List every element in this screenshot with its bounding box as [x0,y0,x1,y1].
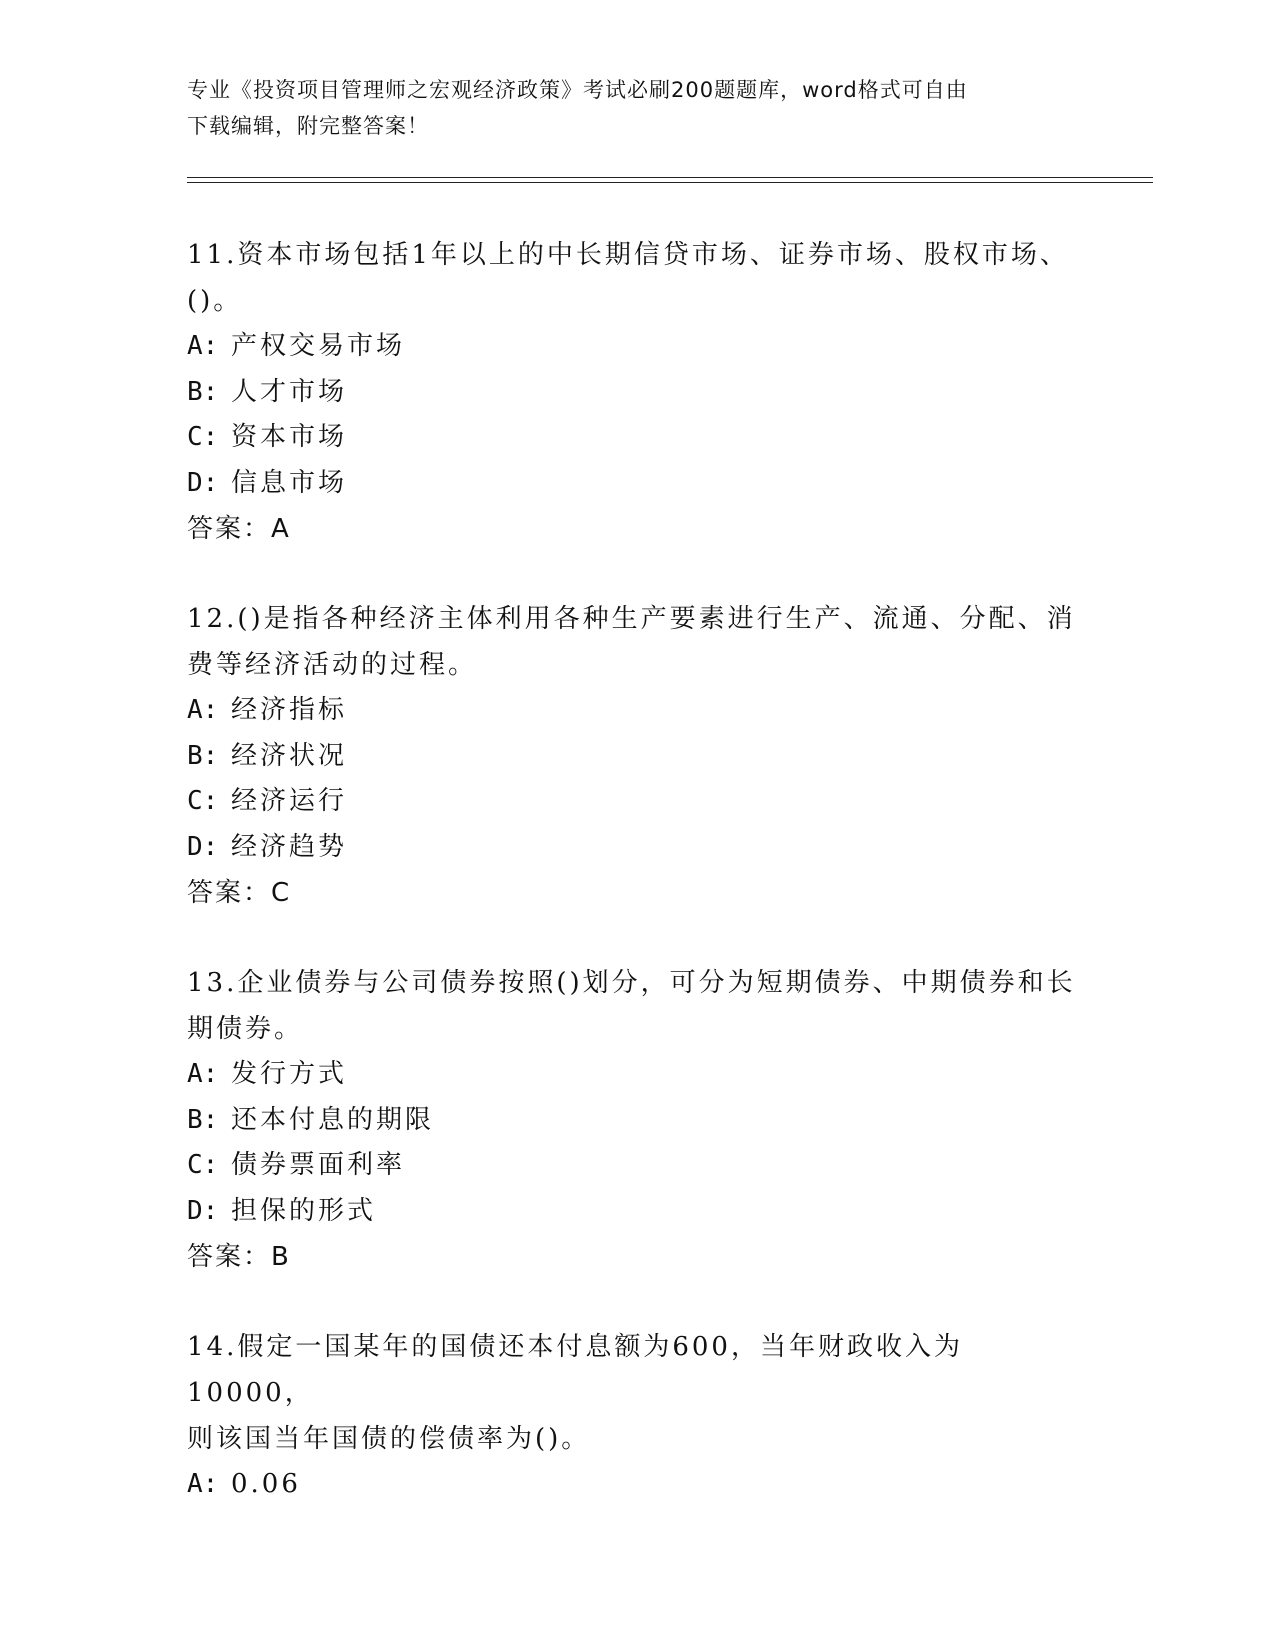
question-text-line: 则该国当年国债的偿债率为()。 [187,1424,591,1454]
option-b [187,734,1087,780]
option-d [187,825,1087,871]
option-a [187,1462,1087,1508]
option-text: 产权交易市场 [231,331,406,361]
option-letter: D: [187,1195,219,1226]
intro-line-1: 专业《投资项目管理师之宏观经济政策》考试必刷200题题库，word格式可自由 [187,78,968,102]
option-letter: B: [187,740,219,771]
answer-line: 答案：C [187,878,292,908]
option-text: 人才市场 [231,376,348,407]
question-13 [187,960,1087,1280]
option-letter: A: [187,1469,219,1499]
option-letter: A: [187,695,219,725]
option-b [187,1098,1087,1144]
option-text: 资本市场 [231,422,348,452]
option-a [187,324,1087,370]
question-list [187,232,1087,1552]
option-letter: D: [187,467,219,498]
option-d [187,1189,1087,1235]
option-letter: D: [187,831,219,862]
option-c [187,779,1087,825]
option-c [187,415,1087,461]
option-letter: A: [187,331,219,361]
question-14 [187,1324,1087,1508]
option-letter: C: [187,786,219,816]
header-divider-bottom [187,182,1153,183]
question-text-line: 费等经济活动的过程。 [187,650,478,680]
option-text: 经济运行 [231,786,348,816]
question-text-line: 11.资本市场包括1年以上的中长期信贷市场、证券市场、股权市场、 [187,240,1069,270]
intro-line-2: 下载编辑，附完整答案！ [187,114,429,138]
question-text-line: 12.()是指各种经济主体利用各种生产要素进行生产、流通、分配、消 [187,604,1076,634]
header-divider-top [187,177,1153,178]
option-letter: C: [187,422,219,452]
question-text-line: 13.企业债券与公司债券按照()划分，可分为短期债券、中期债券和长 [187,968,1076,998]
option-c [187,1143,1087,1189]
option-text: 债券票面利率 [231,1150,406,1180]
option-text: 担保的形式 [231,1195,377,1226]
question-text-line: ()。 [187,286,243,316]
question-11 [187,232,1087,552]
option-text: 还本付息的期限 [231,1104,435,1135]
question-text-line: 14.假定一国某年的国债还本付息额为600，当年财政收入为10000， [187,1332,963,1408]
option-text: 发行方式 [231,1059,348,1089]
question-text [187,596,1087,688]
option-letter: A: [187,1059,219,1089]
option-letter: B: [187,1104,219,1135]
option-letter: C: [187,1150,219,1180]
question-text [187,960,1087,1052]
option-d [187,461,1087,507]
intro-text [187,72,1067,144]
question-12 [187,596,1087,916]
question-text-line: 期债券。 [187,1014,304,1044]
option-text: 经济指标 [231,695,348,725]
option-a [187,688,1087,734]
option-text: 0.06 [231,1469,301,1499]
question-text [187,1324,1087,1462]
option-a [187,1052,1087,1098]
option-text: 信息市场 [231,467,348,498]
option-letter: B: [187,376,219,407]
option-text: 经济状况 [231,740,348,771]
answer-line: 答案：A [187,514,291,544]
option-b [187,370,1087,416]
option-text: 经济趋势 [231,831,348,862]
answer-line: 答案：B [187,1242,291,1272]
question-text [187,232,1087,324]
